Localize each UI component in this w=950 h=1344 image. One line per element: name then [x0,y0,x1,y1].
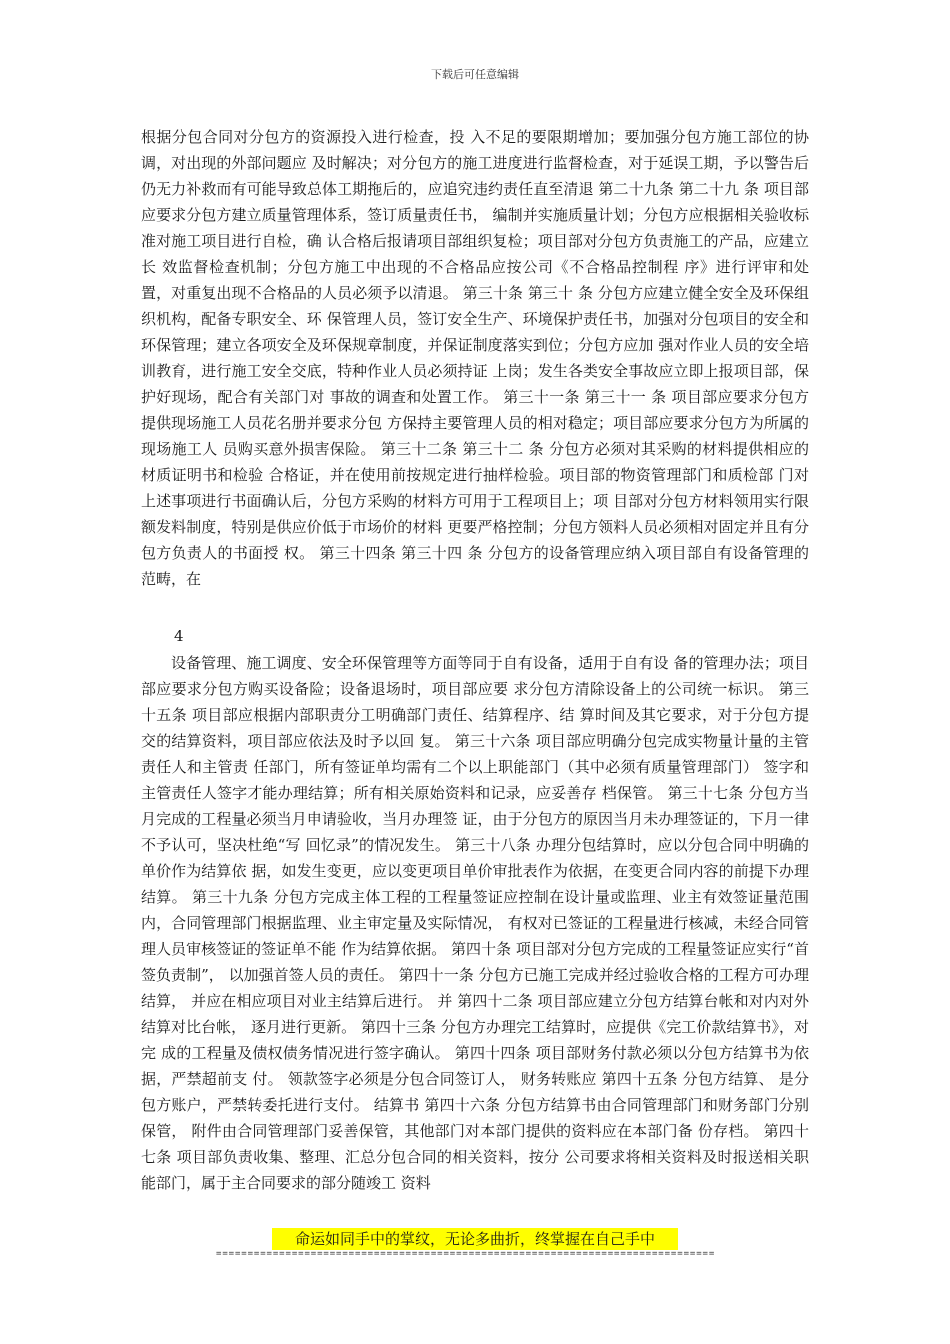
footer-divider-rule: =============================================================================== [216,1249,716,1259]
page-number: 4 [174,627,184,645]
body-paragraph-1: 根据分包合同对分包方的资源投入进行检查，投 入不足的要限期增加；要加强分包方施工部位的协调，对出现的外部问题应 及时解决；对分包方的施工进度进行监督检查，对于延误工期，予以警告后 仍无力补救而有可能导致总体工期拖后的，应追究违约责任直至清退 第二十九条 第二十九 条 项目部应要求分包方建立质量管理体系，签订质量责任书， 编制并实施质量计划；分包方应根据相关验收标准对施工项目进行自检，确 认合格后报请项目部组织复检；项目部对分包方负责施工的产品，应建立长 效监督检查机制；分包方施工中出现的不合格品应按公司《不合格品控制程 序》进行评审和处置，对重复出现不合格品的人员必须予以清退。 第三十条 第三十 条 分包方应建立健全安全及环保组织机构，配备专职安全、环 保管理人员，签订安全生产、环境保护责任书，加强对分包项目的安全和环保管理；建立各项安全及环保规章制度，并保证制度落实到位；分包方应加 强对作业人员的安全培训教育，进行施工安全交底，特种作业人员必须持证 上岗；发生各类安全事故应立即上报项目部，保护好现场，配合有关部门对 事故的调查和处置工作。 第三十一条 第三十一 条 项目部应要求分包方提供现场施工人员花名册并要求分包 方保持主要管理人员的相对稳定；项目部应要求分包方为所属的现场施工人 员购买意外损害保险。 第三十二条 第三十二 条 分包方必须对其采购的材料提供相应的材质证明书和检验 合格证，并在使用前按规定进行抽样检验。项目部的物资管理部门和质检部 门对上述事项进行书面确认后，分包方采购的材料方可用于工程项目上；项 目部对分包方材料领用实行限额发料制度，特别是供应价低于市场价的材料 更要严格控制；分包方领料人员必须相对固定并且有分包方负责人的书面授 权。 第三十四条 第三十四 条 分包方的设备管理应纳入项目部自有设备管理的范畴，在 [141,128,809,588]
footer-slogan-banner: 命运如同手中的掌纹，无论多曲折，终掌握在自己手中 [272,1228,678,1250]
body-paragraph-2: 设备管理、施工调度、安全环保管理等方面等同于自有设备，适用于自有设 备的管理办法；项目部应要求分包方购买设备险；设备退场时，项目部应要 求分包方清除设备上的公司统一标识。 第三十五条 项目部应根据内部职责分工明确部门责任、结算程序、结 算时间及其它要求，对于分包方提交的结算资料，项目部应依法及时予以回 复。 第三十六条 项目部应明确分包完成实物量计量的主管责任人和主管责 任部门，所有签证单均需有二个以上职能部门（其中必须有质量管理部门） 签字和主管责任人签字才能办理结算；所有相关原始资料和记录，应妥善存 档保管。 第三十七条 分包方当月完成的工程量必须当月申请验收，当月办理签 证，由于分包方的原因当月未办理签证的，下月一律不予认可，坚决杜绝“写 回忆录”的情况发生。 第三十八条 办理分包结算时，应以分包合同中明确的单价作为结算依 据，如发生变更，应以变更项目单价审批表作为依据，在变更合同内容的前提下办理结算。 第三十九条 分包方完成主体工程的工程量签证应控制在设计量或监理、业主有效签证量范围内，合同管理部门根据监理、业主审定量及实际情况， 有权对已签证的工程量进行核减，未经合同管理人员审核签证的签证单不能 作为结算依据。 第四十条 项目部对分包方完成的工程量签证应实行“首签负责制”， 以加强首签人员的责任。 第四十一条 分包方已施工完成并经过验收合格的工程方可办理结算， 并应在相应项目对业主结算后进行。 并 第四十二条 项目部应建立分包方结算台帐和对内对外结算对比台帐， 逐月进行更新。 第四十三条 分包方办理完工结算时，应提供《完工价款结算书》，对完 成的工程量及债权债务情况进行签字确认。 第四十四条 项目部财务付款必须以分包方结算书为依据，严禁超前支 付。 领款签字必须是分包合同签订人， 财务转账应 第四十五条 分包方结算、 是分包方账户，严禁转委托进行支付。 结算书 第四十六条 分包方结算书由合同管理部门和财务部门分别保管， 附件由合同管理部门妥善保管，其他部门对本部门提供的资料应在本部门备 份存档。 第四十七条 项目部负责收集、整理、汇总分包合同的相关资料，按分 公司要求将相关资料及时报送相关职能部门，属于主合同要求的部分随竣工 资料 [141,654,809,1192]
page-header-note: 下载后可任意编辑 [431,68,519,81]
